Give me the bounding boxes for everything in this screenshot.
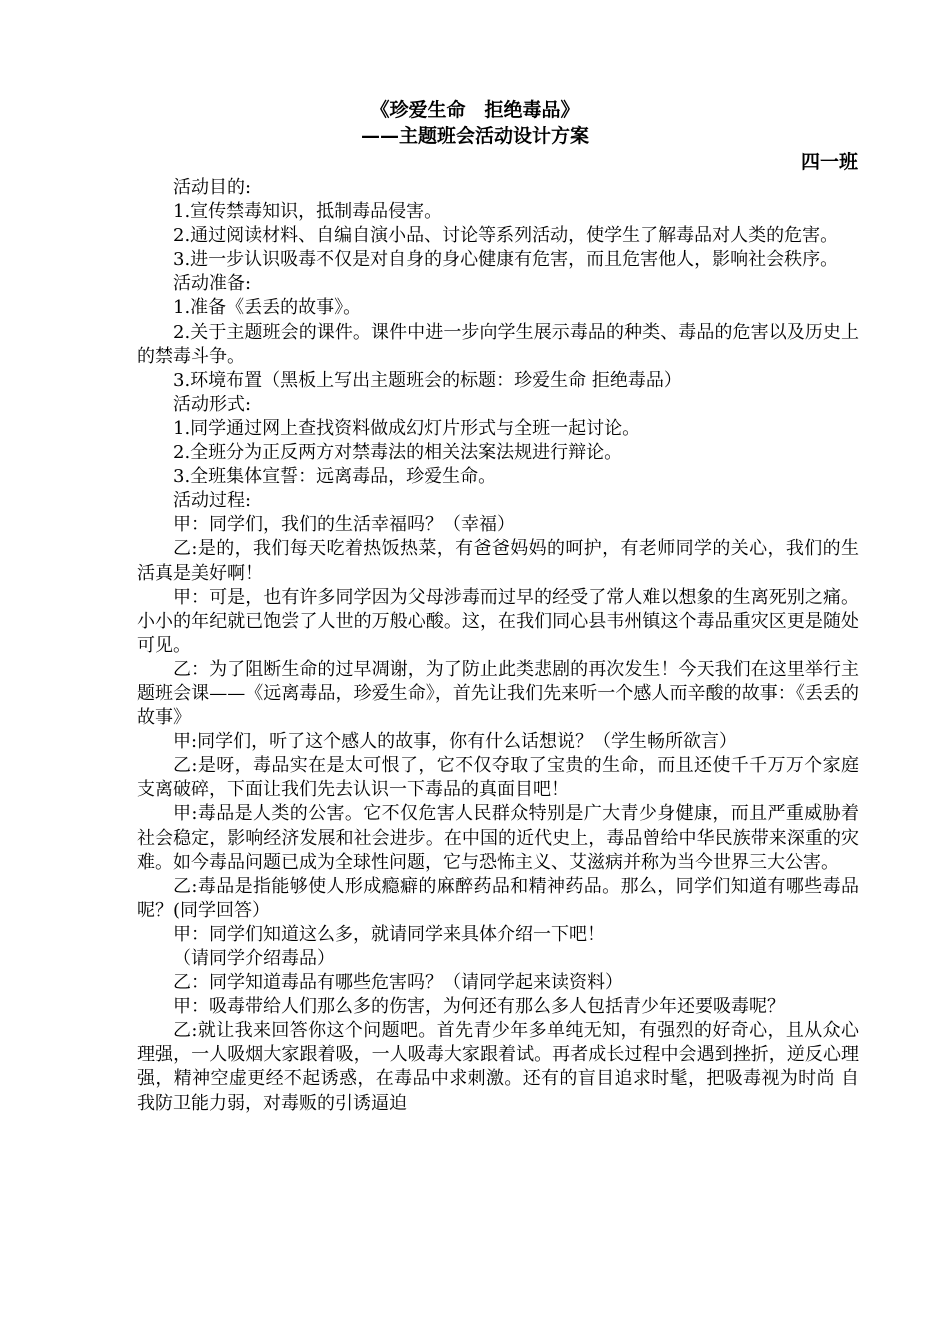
section-heading-preparation: 活动准备:	[173, 273, 252, 295]
paragraph: 2.全班分为正反两方对禁毒法的相关法案法规进行辩论。	[173, 442, 623, 464]
section-heading-process: 活动过程:	[173, 490, 252, 512]
dialogue-line: 甲：可是，也有许多同学因为父母涉毒而过早的经受了常人难以想象的生离死别之痛。小小的年纪就已饱尝了人世的万般心酸。这，在我们同心县韦州镇这个毒品重灾区更是随处可见。	[137, 586, 859, 656]
section-heading-format: 活动形式:	[173, 393, 252, 415]
paragraph: 1.宣传禁毒知识，抵制毒品侵害。	[173, 201, 443, 223]
dialogue-line: 甲：同学们，我们的生活幸福吗？（幸福）	[173, 514, 515, 536]
class-label: 四一班	[800, 151, 858, 173]
paragraph: 2.通过阅读材料、自编自演小品、讨论等系列活动，使学生了解毒品对人类的危害。	[173, 225, 839, 247]
dialogue-line: 甲：同学们知道这么多，就请同学来具体介绍一下吧！	[173, 923, 605, 945]
dialogue-line: 乙:毒品是指能够使人形成瘾癖的麻醉药品和精神药品。那么，同学们知道有哪些毒品呢？(同学回答）	[137, 875, 859, 921]
dialogue-line: 甲：吸毒带给人们那么多的伤害，为何还有那么多人包括青少年还要吸毒呢？	[173, 996, 785, 1018]
paragraph: 1.同学通过网上查找资料做成幻灯片形式与全班一起讨论。	[173, 417, 641, 439]
dialogue-line: 乙：同学知道毒品有哪些危害吗？（请同学起来读资料）	[173, 972, 623, 994]
paragraph: 1.准备《丢丢的故事》。	[173, 297, 362, 319]
document-body	[137, 176, 859, 1116]
dialogue-line: 乙:就让我来回答你这个问题吧。首先青少年多单纯无知，有强烈的好奇心，且从众心理强，一人吸烟大家跟着吸，一人吸毒大家跟着试。再者成长过程中会遇到挫折，逆反心理强，精神空虚更经不起诱惑，在毒品中求刺激。还有的盲目追求时髦，把吸毒视为时尚 自我防卫能力弱，对毒贩的引诱逼迫	[137, 1020, 859, 1114]
section-heading-purpose: 活动目的:	[173, 177, 252, 198]
paragraph: 2.关于主题班会的课件。课件中进一步向学生展示毒品的种类、毒品的危害以及历史上的禁毒斗争。	[137, 321, 859, 367]
dialogue-line: 甲:毒品是人类的公害。它不仅危害人民群众特别是广大青少身健康，而且严重威胁着社会稳定，影响经济发展和社会进步。在中国的近代史上，毒品曾给中华民族带来深重的灾难。如今毒品问题已成为全球性问题，它与恐怖主义、艾滋病并称为当今世界三大公害。	[137, 803, 859, 873]
document-title: 《珍爱生命 拒绝毒品》	[370, 99, 580, 121]
paragraph: 3.环境布置（黑板上写出主题班会的标题：珍爱生命 拒绝毒品）	[173, 369, 682, 391]
dialogue-line: 乙：为了阻断生命的过早凋谢，为了防止此类悲剧的再次发生！今天我们在这里举行主题班会课——《远离毒品，珍爱生命》，首先让我们先来听一个感人而辛酸的故事：《丢丢的故事》	[137, 658, 859, 729]
stage-direction: （请同学介绍毒品）	[173, 948, 335, 969]
dialogue-line: 乙:是呀，毒品实在是太可恨了，它不仅夺取了宝贵的生命，而且还使千千万万个家庭支离破碎，下面让我们先去认识一下毒品的真面目吧！	[137, 755, 859, 801]
paragraph: 3.全班集体宣誓：远离毒品，珍爱生命。	[173, 466, 497, 488]
document-subtitle: ——主题班会活动设计方案	[360, 125, 589, 147]
paragraph: 3.进一步认识吸毒不仅是对自身的身心健康有危害，而且危害他人，影响社会秩序。	[173, 249, 839, 271]
dialogue-line: 甲:同学们，听了这个感人的故事，你有什么话想说？（学生畅所欲言）	[173, 731, 738, 753]
dialogue-line: 乙:是的，我们每天吃着热饭热菜，有爸爸妈妈的呵护，有老师同学的关心，我们的生活真是美好啊！	[137, 538, 859, 584]
